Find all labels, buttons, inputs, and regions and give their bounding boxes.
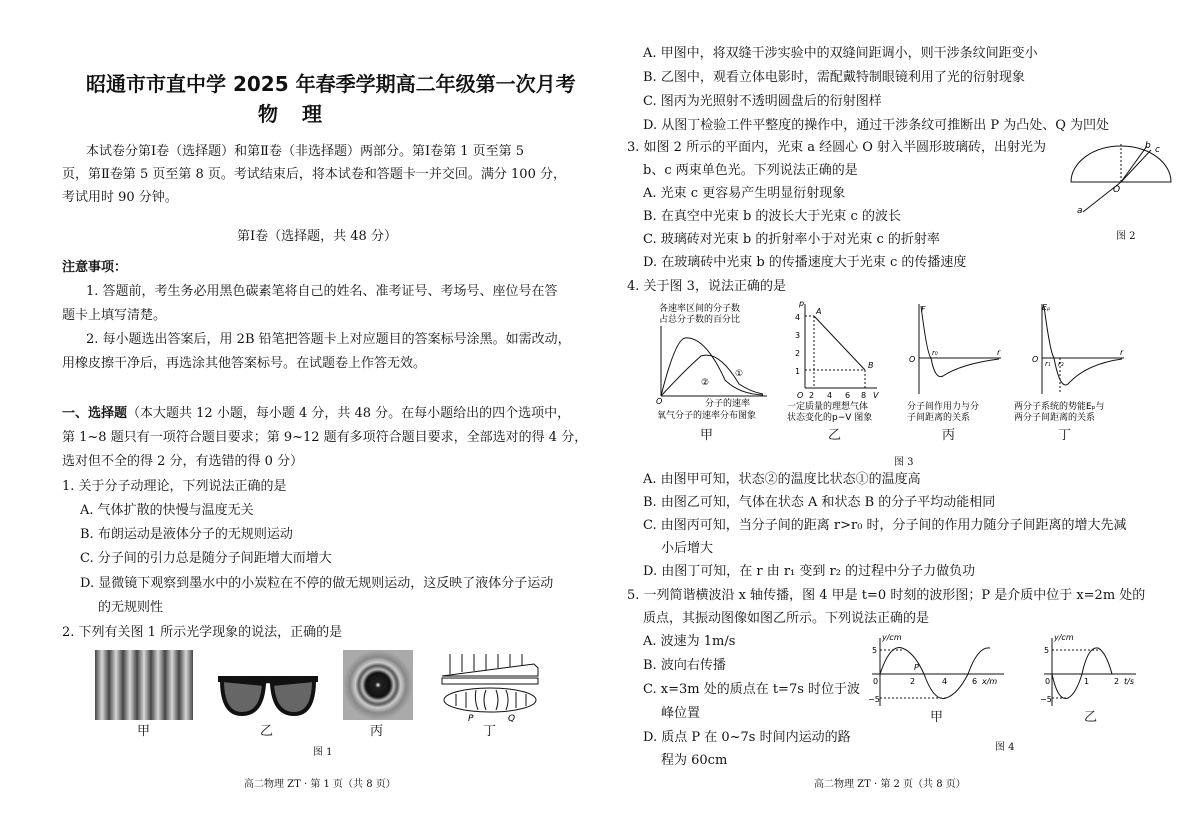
fig3-ding-r2: r₂ xyxy=(1058,360,1064,368)
fig4-jia-x6: 6 xyxy=(972,677,978,686)
intro-line-1: 本试卷分第Ⅰ卷（选择题）和第Ⅱ卷（非选择题）两部分。第Ⅰ卷第 1 页至第 5 xyxy=(86,144,525,159)
notice-line-1: 1. 答题前，考生务必用黑色碳素笔将自己的姓名、准考证号、考场号、座位号在答 xyxy=(86,284,558,299)
q5-option-b: B. 波向右传播 xyxy=(643,658,726,673)
q1-option-b: B. 布朗运动是液体分子的无规则运动 xyxy=(80,527,293,542)
fig4-yi-x2: 2 xyxy=(1114,677,1120,686)
fig3-yi-y3: 3 xyxy=(795,331,801,340)
fig4-yi-y: y/cm xyxy=(1054,633,1074,642)
svg-text:O: O xyxy=(656,397,663,406)
fig1-label-jia: 甲 xyxy=(137,724,151,739)
fig3-yi-x4: 4 xyxy=(827,391,833,400)
q4-option-a: A. 由图甲可知，状态②的温度比状态①的温度高 xyxy=(643,472,921,487)
fig3-bing-r: r xyxy=(997,348,1001,357)
q2-stem: 2. 下列有关图 1 所示光学现象的说法，正确的是 xyxy=(62,625,343,640)
fig3-name-jia: 甲 xyxy=(700,428,714,443)
fig4-jia-x2: 2 xyxy=(910,677,916,686)
fig3-bing-o: O xyxy=(909,355,916,364)
fig4-jia-xunit: x/m xyxy=(982,677,998,686)
fig4-jia-waveform xyxy=(868,632,1008,712)
fig3-name-ding: 丁 xyxy=(1058,428,1072,443)
fig4-jia-p5: 5 xyxy=(872,646,878,655)
fig3-name-bing: 丙 xyxy=(942,428,956,443)
fig3-yi-y4: 4 xyxy=(795,313,801,322)
part1-intro-line-3: 选对但不全的得 2 分，有选错的得 0 分） xyxy=(62,454,304,469)
fig1-label-ding: 丁 xyxy=(483,724,497,739)
notice-title: 注意事项： xyxy=(62,260,128,275)
q2-option-d: D. 从图丁检验工件平整度的操作中，通过干涉条纹可推断出 P 为凸处、Q 为凹处 xyxy=(643,118,1110,133)
fig3-bing-f: F xyxy=(921,305,926,314)
fig3-yi-o: O xyxy=(797,391,804,400)
fig4-yi-p5: 5 xyxy=(1044,646,1050,655)
fig3-ding-o: O xyxy=(1032,355,1039,364)
fig3-ding-potential-curve xyxy=(1012,298,1130,423)
part1-intro-line-1 xyxy=(62,402,570,426)
section-title: 第Ⅰ卷（选择题，共 48 分） xyxy=(237,229,397,244)
fig4-caption: 图 4 xyxy=(995,742,1015,753)
fig3-bing-r0: r₀ xyxy=(932,349,938,357)
fig3-yi-y1: 1 xyxy=(795,367,801,376)
q2-option-c: C. 图丙为光照射不透明圆盘后的衍射图样 xyxy=(643,94,882,109)
fig4-yi-m5: −5 xyxy=(1040,695,1052,704)
fig3-yi-v: V xyxy=(873,391,879,400)
q2-option-b: B. 乙图中，观看立体电影时，需配戴特制眼镜利用了光的衍射现象 xyxy=(643,70,1025,85)
fig4-jia-x4: 4 xyxy=(942,677,948,686)
fig3-jia-caption: 氧气分子的速率分布图象 xyxy=(657,411,757,421)
fig3-jia-xaxis: 分子的速率 xyxy=(705,399,751,409)
q3-option-b: B. 在真空中光束 b 的波长大于光束 c 的波长 xyxy=(643,209,901,224)
fig2-label-a: a xyxy=(1077,206,1083,216)
fig3-ding-r1: r₁ xyxy=(1045,360,1051,368)
exam-subject: 物理 xyxy=(258,102,346,126)
fig1-yi-glasses xyxy=(216,668,320,720)
fig3-bing-caption-1: 分子间作用力与分 xyxy=(907,402,980,412)
fig3-yi-x8: 8 xyxy=(861,391,867,400)
q5-option-c-cont: 峰位置 xyxy=(661,706,701,721)
fig4-name-jia: 甲 xyxy=(930,710,944,725)
fig3-ding-r: r xyxy=(1120,348,1124,357)
fig3-bing-force-curve xyxy=(905,298,1005,423)
fig3-bing-caption-2: 子间距离的关系 xyxy=(907,413,971,423)
fig1-jia-fringes xyxy=(95,650,193,720)
fig3-jia-velocity-distribution xyxy=(655,300,770,425)
fig3-yi-pv-diagram xyxy=(785,298,885,423)
fig3-jia-mark-1: ① xyxy=(735,369,744,379)
fig3-ding-caption-1: 两分子系统的势能Eₚ与 xyxy=(1014,402,1105,412)
fig3-jia-mark-2: ② xyxy=(701,378,710,388)
q1-option-d-cont: 的无规则性 xyxy=(98,600,164,615)
q5-option-d: D. 质点 P 在 0~7s 时间内运动的路 xyxy=(643,730,851,745)
fig3-caption: 图 3 xyxy=(894,457,914,468)
fig2-semicircle-prism xyxy=(1065,138,1177,218)
fig1-ding-q: Q xyxy=(508,714,516,724)
part1-intro-line-2: 第 1~8 题只有一项符合题目要求；第 9~12 题有多项符合题目要求，全部选对的得 4 分， xyxy=(62,430,588,445)
footer-page-1: 高二物理 ZT · 第 1 页（共 8 页） xyxy=(244,779,396,790)
fig4-yi-x0: 0 xyxy=(1045,677,1051,686)
fig4-yi-tunit: t/s xyxy=(1124,677,1134,686)
q3-stem-1: 3. 如图 2 所示的平面内，光束 a 经圆心 O 射入半圆形玻璃砖，出射光为 xyxy=(627,140,1047,155)
footer-page-2: 高二物理 ZT · 第 2 页（共 8 页） xyxy=(814,779,966,790)
notice-line-4: 用橡皮擦干净后，再选涂其他答案标号。在试题卷上作答无效。 xyxy=(62,356,427,371)
fig3-yi-y2: 2 xyxy=(795,349,801,358)
fig1-caption: 图 1 xyxy=(313,747,333,758)
fig4-yi-x1: 1 xyxy=(1084,677,1090,686)
fig4-name-yi: 乙 xyxy=(1084,710,1098,725)
fig3-yi-b: B xyxy=(868,361,874,370)
fig2-label-c: c xyxy=(1155,145,1160,155)
fig1-bing-diffraction xyxy=(343,650,413,720)
fig3-ding-ep: Eₚ xyxy=(1042,303,1051,312)
fig3-yi-caption-2: 状态变化的p−V 图象 xyxy=(787,413,873,423)
q4-option-b: B. 由图乙可知，气体在状态 A 和状态 B 的分子平均动能相同 xyxy=(643,495,996,510)
q3-option-c: C. 玻璃砖对光束 b 的折射率小于对光束 c 的折射率 xyxy=(643,232,940,247)
q1-option-a: A. 气体扩散的快慢与温度无关 xyxy=(80,503,254,518)
fig3-name-yi: 乙 xyxy=(828,428,842,443)
q1-stem: 1. 关于分子动理论，下列说法正确的是 xyxy=(62,479,287,494)
fig1-label-yi: 乙 xyxy=(260,724,274,739)
q2-option-a: A. 甲图中，将双缝干涉实验中的双缝间距调小，则干涉条纹间距变小 xyxy=(643,46,1038,61)
q3-option-a: A. 光束 c 更容易产生明显衍射现象 xyxy=(643,186,846,201)
fig3-yi-a: A xyxy=(816,307,822,316)
q4-option-c-cont: 小后增大 xyxy=(661,541,714,556)
right-page xyxy=(600,0,1200,826)
fig3-ding-caption-2: 两分子间距离的关系 xyxy=(1014,413,1096,423)
q4-stem: 4. 关于图 3，说法正确的是 xyxy=(627,279,786,294)
q5-stem-2: 质点，其振动图像如图乙所示。下列说法正确的是 xyxy=(643,611,930,626)
fig1-label-bing: 丙 xyxy=(370,724,384,739)
q5-option-d-cont: 程为 60cm xyxy=(661,753,728,768)
q5-option-a: A. 波速为 1m/s xyxy=(643,634,736,649)
fig1-ding-p: P xyxy=(468,714,474,724)
intro-line-2: 页，第Ⅱ卷第 5 页至第 8 页。考试结束后，将本试卷和答题卡一并交回。满分 100 分， xyxy=(62,167,566,182)
fig4-jia-p: P xyxy=(914,663,919,672)
fig2-caption: 图 2 xyxy=(1116,231,1136,242)
fig4-jia-x0: 0 xyxy=(873,677,879,686)
fig2-label-b: b xyxy=(1145,141,1151,151)
exam-title: 昭通市市直中学 2025 年春季学期高二年级第一次月考 xyxy=(86,72,576,96)
intro-line-3: 考试用时 90 分钟。 xyxy=(62,190,178,205)
fig3-jia-title-2: 占总分子数的百分比 xyxy=(659,315,741,325)
fig4-jia-m5: −5 xyxy=(868,695,880,704)
q3-stem-2: b、c 两束单色光。下列说法正确的是 xyxy=(643,163,858,178)
fig3-jia-title-1: 各速率区间的分子数 xyxy=(659,304,741,314)
fig3-yi-p: p xyxy=(799,299,805,308)
q1-option-d: D. 显微镜下观察到墨水中的小炭粒在不停的做无规则运动，这反映了液体分子运动 xyxy=(80,576,554,591)
fig1-ding-flatness xyxy=(438,650,540,724)
fig3-yi-x2: 2 xyxy=(809,391,815,400)
fig3-yi-caption-1: 一定质量的理想气体 xyxy=(787,402,869,412)
fig3-yi-x6: 6 xyxy=(845,391,851,400)
notice-line-3: 2. 每小题选出答案后，用 2B 铅笔把答题卡上对应题目的答案标号涂黑。如需改动， xyxy=(86,332,571,347)
part1-text-1: （本大题共 12 小题，每小题 4 分，共 48 分。在每小题给出的四个选项中， xyxy=(127,406,571,421)
q5-option-c: C. x=3m 处的质点在 t=7s 时位于波 xyxy=(643,682,861,697)
fig4-yi-vibration xyxy=(1040,632,1140,712)
part1-heading: 一、选择题 xyxy=(62,406,128,421)
fig2-label-o: O xyxy=(1113,185,1121,195)
q5-stem-1: 5. 一列简谐横波沿 x 轴传播，图 4 甲是 t=0 时刻的波形图；P 是介质中位于 x=2m 处的 xyxy=(627,588,1146,603)
q3-option-d: D. 在玻璃砖中光束 b 的传播速度大于光束 c 的传播速度 xyxy=(643,255,967,270)
fig4-jia-y: y/cm xyxy=(882,633,902,642)
q1-option-c: C. 分子间的引力总是随分子间距增大而增大 xyxy=(80,551,332,566)
q4-option-c: C. 由图丙可知，当分子间的距离 r>r₀ 时，分子间的作用力随分子间距离的增大先减 xyxy=(643,518,1127,533)
notice-line-2: 题卡上填写清楚。 xyxy=(62,308,167,323)
q4-option-d: D. 由图丁可知，在 r 由 r₁ 变到 r₂ 的过程中分子力做负功 xyxy=(643,564,976,579)
